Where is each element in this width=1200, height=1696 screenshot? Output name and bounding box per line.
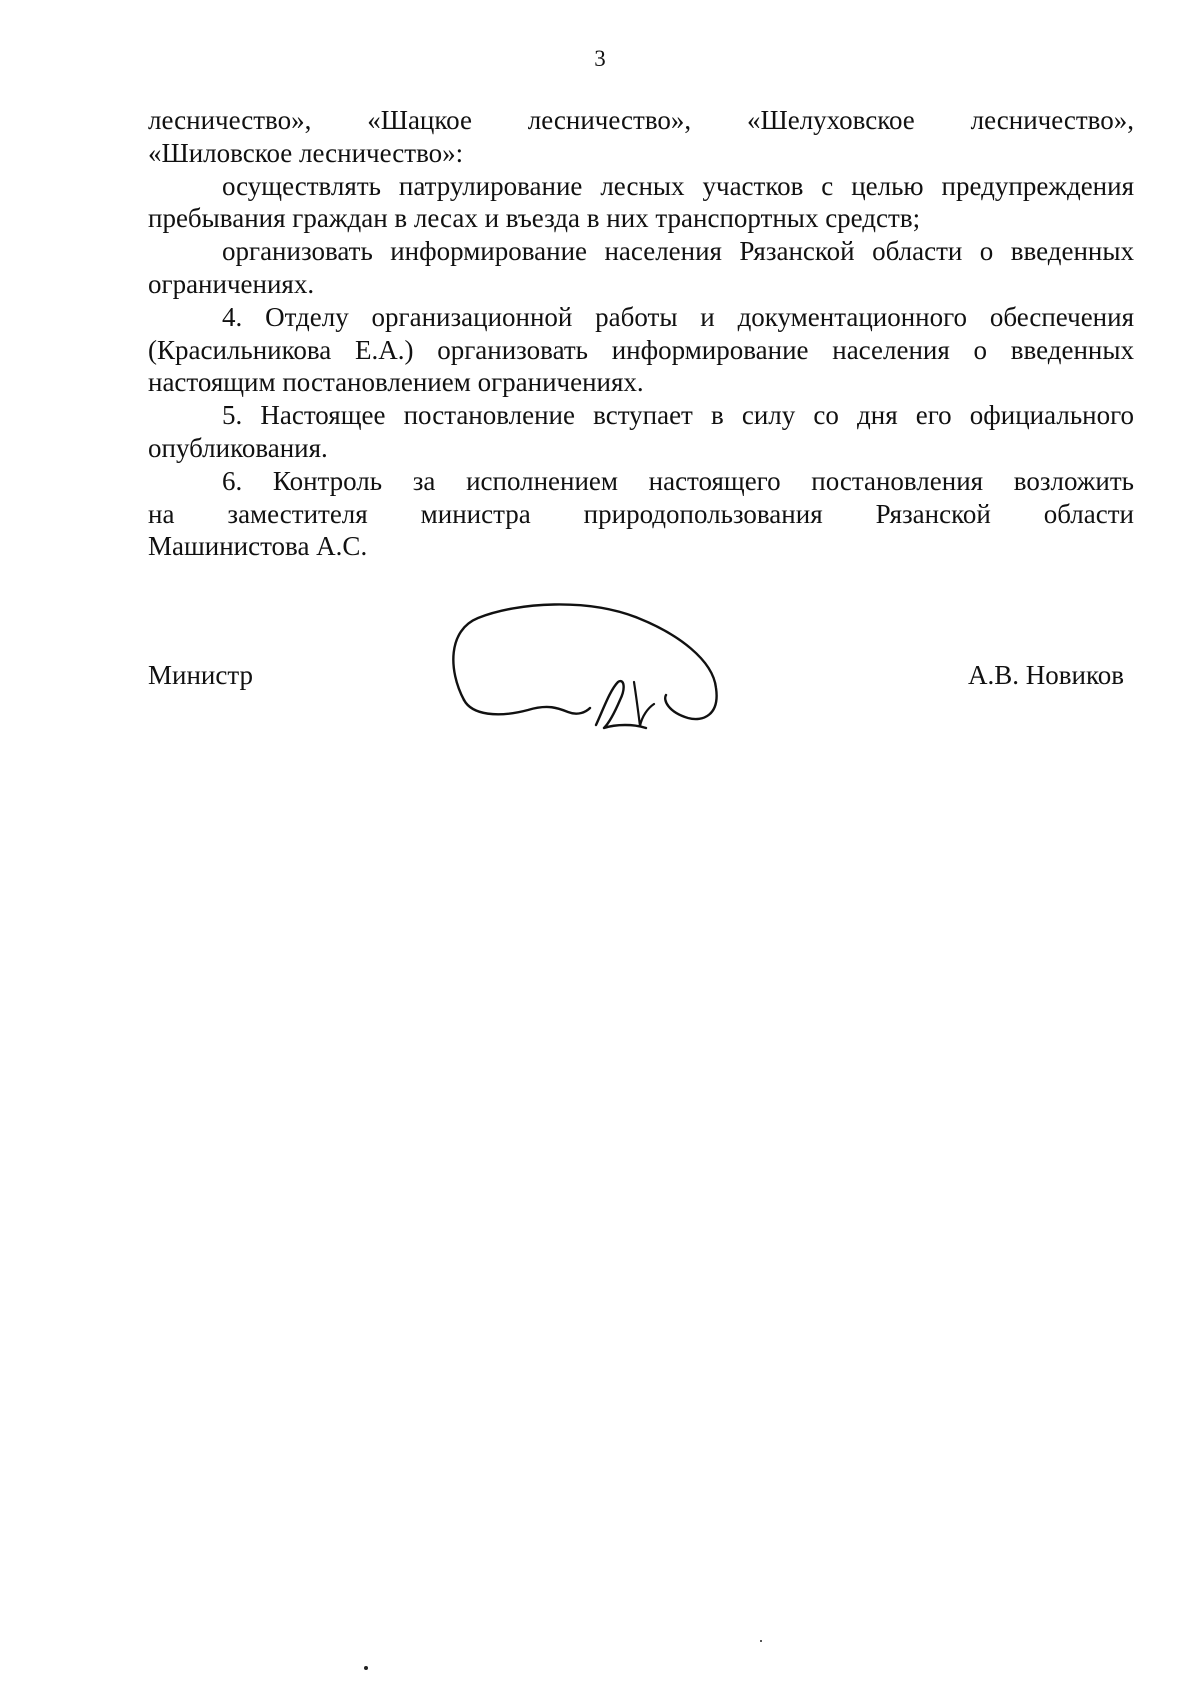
document-body — [148, 104, 1134, 563]
signer-name: А.В. Новиков — [968, 660, 1124, 690]
signer-title: Министр — [148, 660, 253, 690]
paragraph-item-6-line3: Машинистова А.С. — [148, 531, 368, 562]
page-number: 3 — [594, 46, 606, 71]
paragraph-item-6-line2: на заместителя министра природопользования Рязанской области — [148, 498, 1134, 529]
paragraph-inform-population: организовать информирование населения Рязанской области о введенных ограничениях. — [148, 236, 1134, 299]
scan-speck-2 — [760, 1640, 762, 1642]
paragraph-forestries-line1: лесничество», «Шацкое лесничество», «Шелуховское лесничество», — [148, 105, 1134, 135]
handwritten-signature — [438, 600, 738, 740]
paragraph-patrol: осуществлять патрулирование лесных участков с целью предупреждения пребывания граждан в лесах и въезда в них транспортных средств; — [148, 170, 1134, 234]
paragraph-item-5: 5. Настоящее постановление вступает в силу со дня его официального опубликования. — [148, 400, 1134, 463]
signature-block — [148, 600, 1134, 740]
scan-speck-1 — [364, 1666, 368, 1670]
paragraph-forestries-line2: «Шиловское лесничество»: — [148, 137, 464, 168]
paragraph-item-4: 4. Отделу организационной работы и документационного обеспечения (Красильникова Е.А.) организовать информирование населения о введенных настоящим постановлением ограничениях. — [148, 301, 1134, 398]
paragraph-item-6-line1: 6. Контроль за исполнением настоящего постановления возложить — [222, 465, 1134, 496]
